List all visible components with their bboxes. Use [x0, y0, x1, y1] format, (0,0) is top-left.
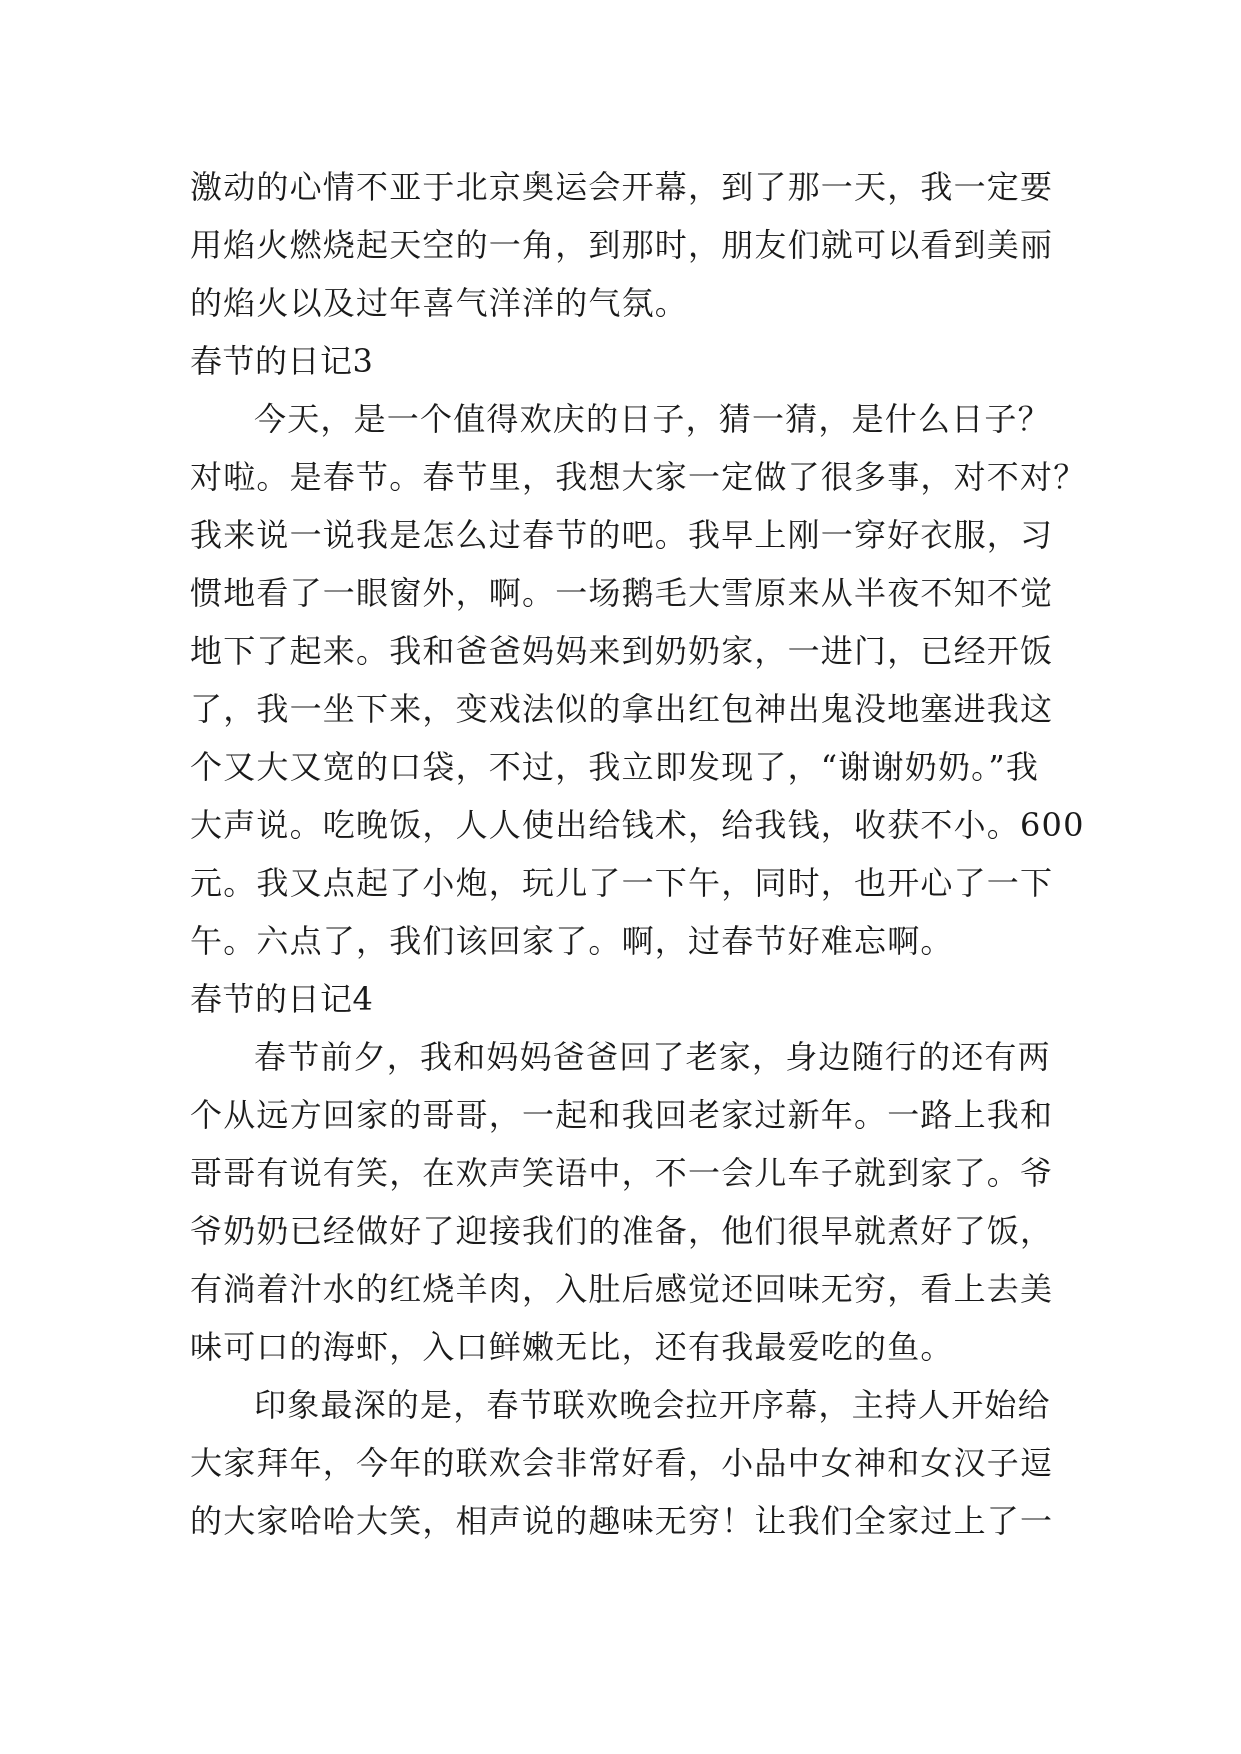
paragraph-start: 春节前夕，我和妈妈爸爸回了老家，身边随行的还有两: [254, 1038, 1051, 1076]
text-line: 哥哥有说有笑，在欢声笑语中，不一会儿车子就到家了。爷: [190, 1154, 1054, 1192]
text-line: 激动的心情不亚于北京奥运会开幕，到了那一天，我一定要: [190, 168, 1054, 206]
text-line: 个又大又宽的口袋，不过，我立即发现了，“谢谢奶奶。”我: [190, 748, 1040, 786]
text-line: 惯地看了一眼窗外，啊。一场鹅毛大雪原来从半夜不知不觉: [190, 574, 1054, 612]
text-line: 用焰火燃烧起天空的一角，到那时，朋友们就可以看到美丽: [190, 226, 1054, 264]
text-line: 有淌着汁水的红烧羊肉，入肚后感觉还回味无穷，看上去美: [190, 1270, 1054, 1308]
text-line: 的焰火以及过年喜气洋洋的气氛。: [190, 284, 689, 322]
paragraph-start: 印象最深的是，春节联欢晚会拉开序幕，主持人开始给: [254, 1386, 1051, 1424]
section-heading: 春节的日记3: [190, 342, 374, 380]
section-heading: 春节的日记4: [190, 980, 374, 1018]
text-line: 午。六点了，我们该回家了。啊，过春节好难忘啊。: [190, 922, 954, 960]
text-line: 爷奶奶已经做好了迎接我们的准备，他们很早就煮好了饭，: [190, 1212, 1054, 1250]
document-body: [190, 158, 1087, 1550]
text-line: 大家拜年，今年的联欢会非常好看，小品中女神和女汉子逗: [190, 1444, 1054, 1482]
paragraph-start: 今天，是一个值得欢庆的日子，猜一猜，是什么日子？: [254, 400, 1051, 438]
text-line: 地下了起来。我和爸爸妈妈来到奶奶家，一进门，已经开饭: [190, 632, 1054, 670]
text-line: 我来说一说我是怎么过春节的吧。我早上刚一穿好衣服，习: [190, 516, 1054, 554]
text-line: 了，我一坐下来，变戏法似的拿出红包神出鬼没地塞进我这: [190, 690, 1054, 728]
text-line: 的大家哈哈大笑，相声说的趣味无穷！让我们全家过上了一: [190, 1502, 1054, 1540]
text-line: 大声说。吃晚饭，人人使出给钱术，给我钱，收获不小。600: [190, 806, 1085, 844]
text-line: 味可口的海虾，入口鲜嫩无比，还有我最爱吃的鱼。: [190, 1328, 954, 1366]
text-line: 元。我又点起了小炮，玩儿了一下午，同时，也开心了一下: [190, 864, 1054, 902]
text-line: 个从远方回家的哥哥，一起和我回老家过新年。一路上我和: [190, 1096, 1054, 1134]
text-line: 对啦。是春节。春节里，我想大家一定做了很多事，对不对？: [190, 458, 1087, 496]
